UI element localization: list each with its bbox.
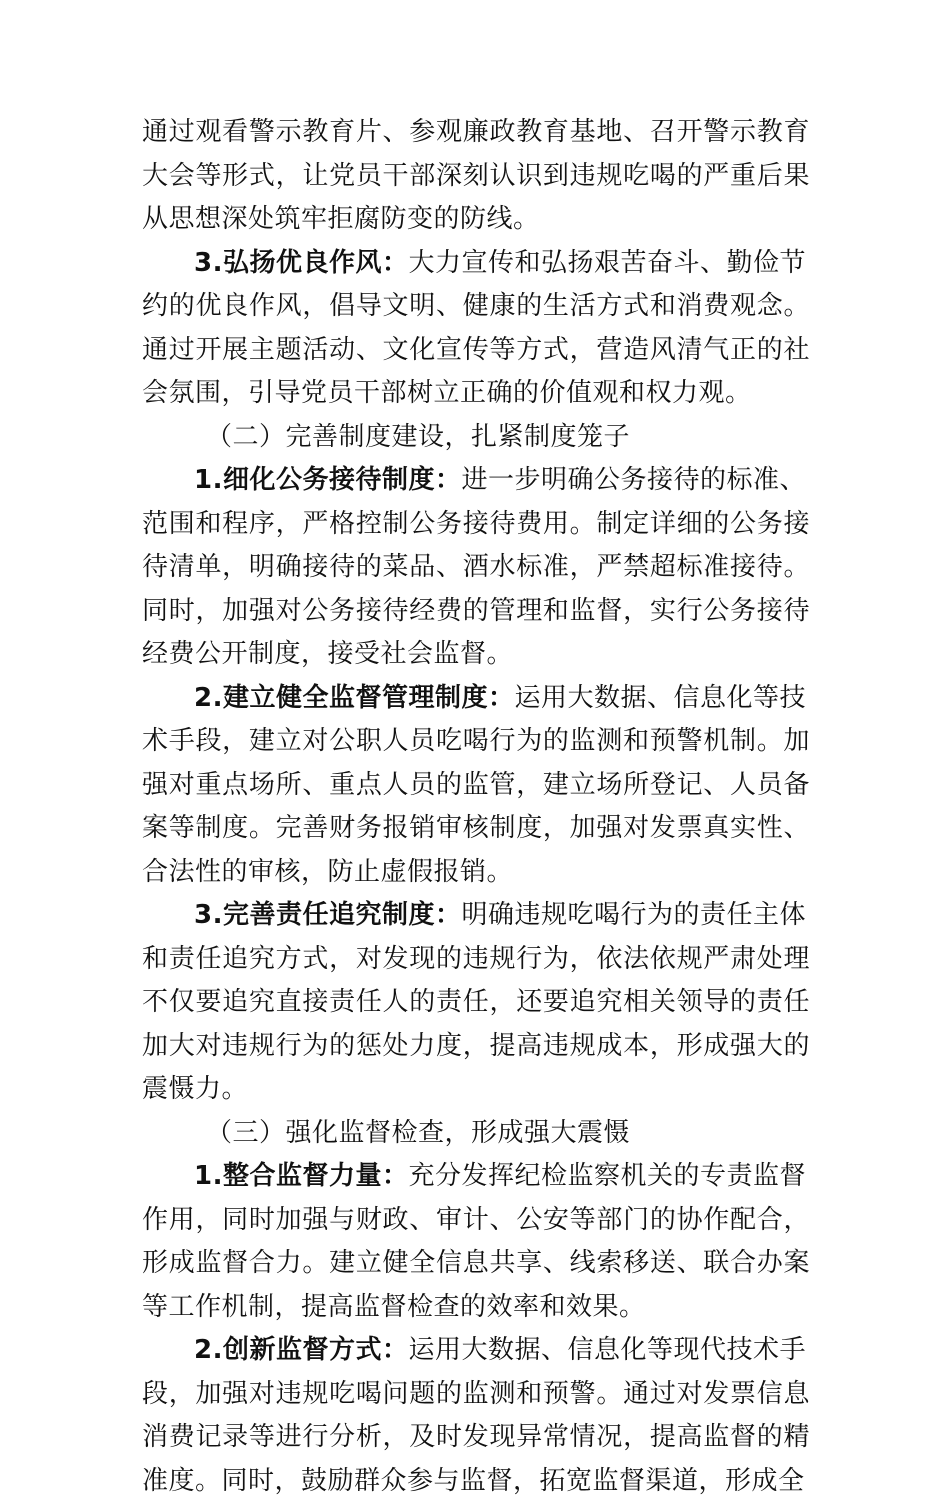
paragraph xyxy=(142,111,810,242)
item-lead: 2.创新监督方式： xyxy=(194,1335,408,1365)
text-line: 约的优良作风，倡导文明、健康的生活方式和消费观念。 xyxy=(142,285,810,329)
paragraph xyxy=(142,459,810,677)
paragraph-first-line xyxy=(142,677,810,721)
paragraph-first-line xyxy=(142,1155,810,1199)
text-line: 加大对违规行为的惩处力度，提高违规成本，形成强大的 xyxy=(142,1025,810,1069)
text-line: 待清单，明确接待的菜品、酒水标准，严禁超标准接待。 xyxy=(142,546,810,590)
item-first-text: 进一步明确公务接待的标准、 xyxy=(461,465,806,495)
text-line: 大会等形式，让党员干部深刻认识到违规吃喝的严重后果 xyxy=(142,155,810,199)
item-first-text: 大力宣传和弘扬艰苦奋斗、勤俭节 xyxy=(408,248,806,278)
heading-text: （三）强化监督检查，形成强大震慑 xyxy=(142,1112,810,1156)
text-line: 从思想深处筑牢拒腐防变的防线。 xyxy=(142,198,810,242)
text-line: 范围和程序，严格控制公务接待费用。制定详细的公务接 xyxy=(142,503,810,547)
text-line: 经费公开制度，接受社会监督。 xyxy=(142,633,810,677)
text-line: 会氛围，引导党员干部树立正确的价值观和权力观。 xyxy=(142,372,810,416)
item-first-text: 运用大数据、信息化等技 xyxy=(514,683,806,713)
paragraph-first-line xyxy=(142,459,810,503)
paragraph xyxy=(142,894,810,1112)
item-lead: 3.完善责任追究制度： xyxy=(194,900,461,930)
text-line: 同时，加强对公务接待经费的管理和监督，实行公务接待 xyxy=(142,590,810,634)
item-first-text: 明确违规吃喝行为的责任主体 xyxy=(461,900,806,930)
item-first-text: 充分发挥纪检监察机关的专责监督 xyxy=(408,1161,806,1191)
text-line: 消费记录等进行分析，及时发现异常情况，提高监督的精 xyxy=(142,1416,810,1460)
text-line: 作用，同时加强与财政、审计、公安等部门的协作配合， xyxy=(142,1199,810,1243)
paragraph-first-line xyxy=(142,242,810,286)
item-first-text: 运用大数据、信息化等现代技术手 xyxy=(408,1335,806,1365)
text-line: 等工作机制，提高监督检查的效率和效果。 xyxy=(142,1286,810,1330)
item-lead: 3.弘扬优良作风： xyxy=(194,248,408,278)
text-line: 强对重点场所、重点人员的监管，建立场所登记、人员备 xyxy=(142,764,810,808)
text-line: 通过观看警示教育片、参观廉政教育基地、召开警示教育 xyxy=(142,111,810,155)
item-lead: 1.细化公务接待制度： xyxy=(194,465,461,495)
paragraph xyxy=(142,242,810,416)
text-line: 不仅要追究直接责任人的责任，还要追究相关领导的责任 xyxy=(142,981,810,1025)
item-lead: 1.整合监督力量： xyxy=(194,1161,408,1191)
paragraph-first-line xyxy=(142,1329,810,1373)
text-line: 和责任追究方式，对发现的违规行为，依法依规严肃处理 xyxy=(142,938,810,982)
paragraph-first-line xyxy=(142,894,810,938)
item-lead: 2.建立健全监督管理制度： xyxy=(194,683,514,713)
paragraph xyxy=(142,1155,810,1329)
heading-text: （二）完善制度建设，扎紧制度笼子 xyxy=(142,416,810,460)
text-line: 准度。同时，鼓励群众参与监督，拓宽监督渠道，形成全 xyxy=(142,1460,810,1503)
text-line: 段，加强对违规吃喝问题的监测和预警。通过对发票信息 xyxy=(142,1373,810,1417)
paragraph xyxy=(142,677,810,895)
text-line: 案等制度。完善财务报销审核制度，加强对发票真实性、 xyxy=(142,807,810,851)
text-line: 合法性的审核，防止虚假报销。 xyxy=(142,851,810,895)
document-body xyxy=(142,111,810,1503)
document-page xyxy=(142,111,810,1503)
section-heading xyxy=(142,1112,810,1156)
paragraph xyxy=(142,1329,810,1503)
text-line: 术手段，建立对公职人员吃喝行为的监测和预警机制。加 xyxy=(142,720,810,764)
text-line: 通过开展主题活动、文化宣传等方式，营造风清气正的社 xyxy=(142,329,810,373)
text-line: 形成监督合力。建立健全信息共享、线索移送、联合办案 xyxy=(142,1242,810,1286)
section-heading xyxy=(142,416,810,460)
text-line: 震慑力。 xyxy=(142,1068,810,1112)
